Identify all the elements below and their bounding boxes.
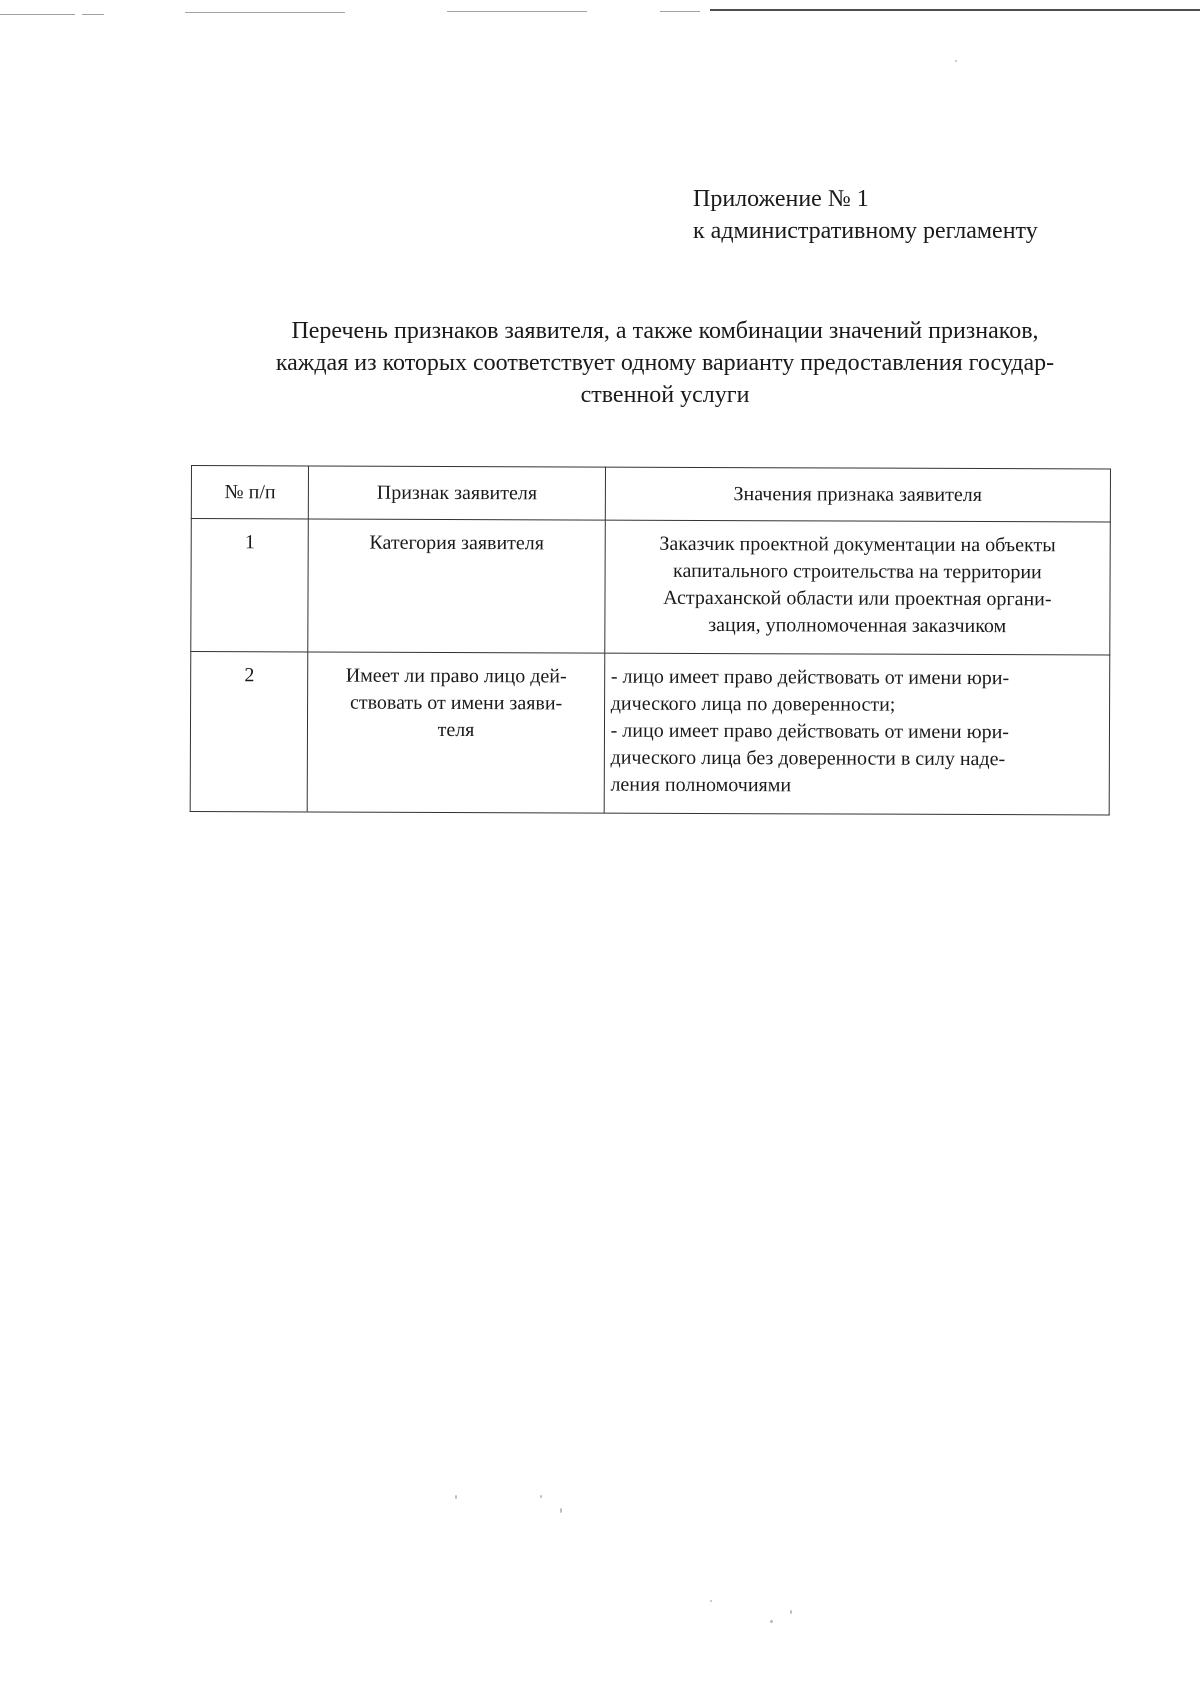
value-line: Астраханской области или проектная органи- (663, 586, 1052, 611)
column-header-values: Значения признака заявителя (605, 467, 1111, 522)
scan-speck (455, 1495, 457, 1499)
value-line: зация, уполномоченная заказчиком (708, 613, 1007, 638)
criteria-table (190, 465, 1111, 816)
attribute-line: Категория заявителя (369, 531, 545, 555)
value-line: дического лица без доверенности в силу наде- (610, 746, 1006, 771)
document-title (190, 315, 1140, 411)
scan-speck (560, 1508, 562, 1513)
scan-speck (790, 1610, 792, 1614)
appendix-note (693, 183, 1038, 247)
value-line: капитального строительства на территории (673, 559, 1042, 584)
row-number: 1 (191, 519, 309, 652)
title-line: каждая из которых соответствует одному варианту предоставления государ- (275, 350, 1055, 376)
value-line: ления полномочиями (610, 773, 792, 797)
title-line: Перечень признаков заявителя, а также комбинации значений признаков, (291, 318, 1039, 344)
value-line: Заказчик проектной документации на объекты (659, 532, 1056, 557)
scan-artifact (710, 9, 1200, 11)
row-attribute (308, 519, 605, 653)
scan-speck (770, 1620, 773, 1623)
title-line: ственной услуги (580, 382, 750, 408)
table-row (191, 519, 1111, 656)
scan-artifact (447, 11, 587, 12)
scan-artifact (82, 14, 104, 15)
value-line: дического лица по доверенности; (610, 692, 896, 716)
row-values (604, 653, 1110, 815)
scan-artifact (185, 12, 345, 13)
value-line: - лицо имеет право действовать от имени юри- (610, 665, 1010, 690)
scan-speck (540, 1495, 542, 1498)
attribute-line: теля (437, 718, 475, 742)
appendix-number: Приложение № 1 (693, 186, 869, 212)
scan-speck (710, 1600, 712, 1602)
scan-artifact (0, 14, 75, 15)
table-header-row (191, 466, 1110, 523)
row-number: 2 (190, 652, 308, 812)
attribute-line: Имеет ли право лицо дей- (345, 664, 567, 688)
scan-artifact (660, 11, 700, 12)
table-row (190, 652, 1110, 816)
column-header-number: № п/п (191, 466, 309, 519)
row-attribute (308, 652, 605, 813)
column-header-attribute: Признак заявителя (309, 466, 606, 520)
row-values (604, 520, 1110, 655)
appendix-reference: к административному регламенту (693, 218, 1038, 244)
value-line: - лицо имеет право действовать от имени юри- (610, 719, 1010, 744)
scan-speck (955, 60, 957, 62)
attribute-line: ствовать от имени заяви- (349, 691, 563, 715)
